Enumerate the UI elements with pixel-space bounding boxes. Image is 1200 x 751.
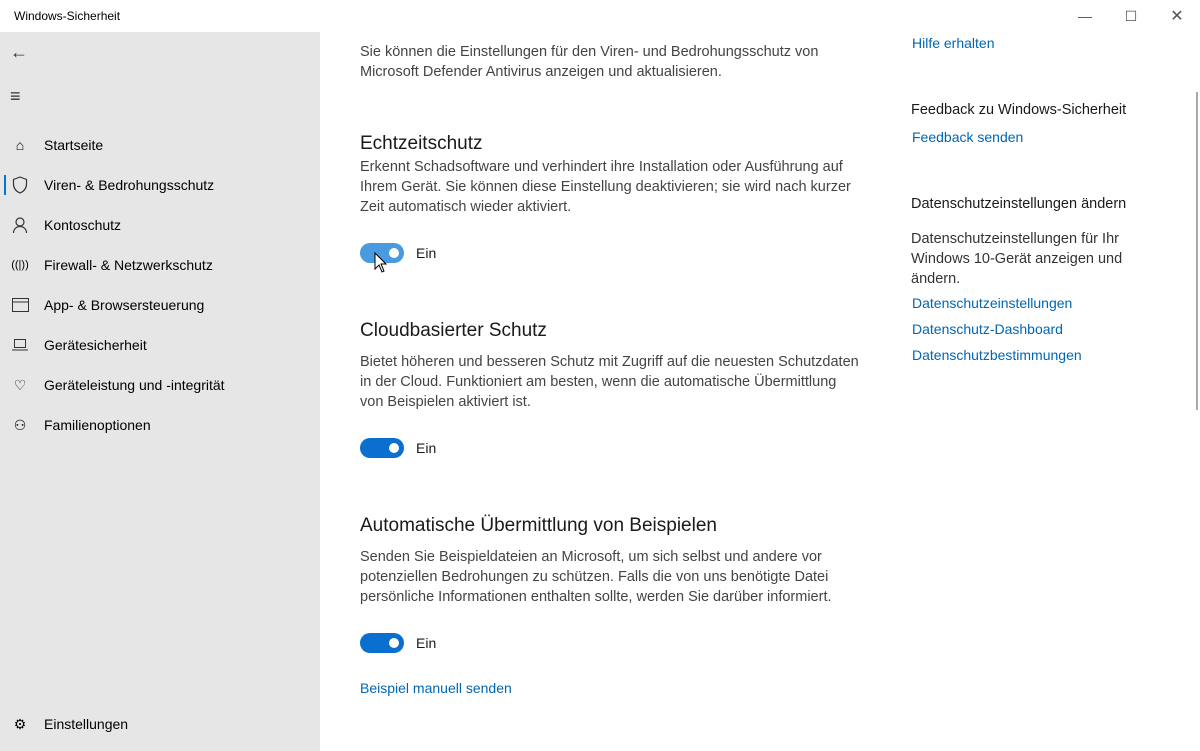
sidebar-item-device-security[interactable] [0, 325, 320, 365]
section-title: Echtzeitschutz [360, 133, 483, 154]
gear-icon: ⚙ [13, 715, 27, 732]
section-title: Automatische Übermittlung von Beispielen [360, 515, 717, 536]
sidebar-item-label: Geräteleistung und -integrität [44, 377, 225, 393]
scrollbar[interactable] [1196, 92, 1198, 410]
laptop-icon [0, 339, 44, 351]
sidebar-item-home[interactable] [0, 125, 320, 165]
privacy-settings-link[interactable]: Datenschutzeinstellungen [912, 295, 1073, 311]
privacy-heading: Datenschutzeinstellungen ändern [911, 196, 1127, 212]
sidebar-item-label: Firewall- & Netzwerkschutz [44, 257, 213, 273]
sidebar-item-label: Einstellungen [44, 716, 129, 732]
sample-submission-toggle[interactable] [360, 633, 436, 653]
window-title: Windows-Sicherheit [14, 9, 121, 23]
toggle-label: Ein [416, 635, 437, 651]
back-button[interactable]: ← [10, 42, 28, 62]
get-help-link[interactable]: Hilfe erhalten [912, 35, 995, 51]
heart-icon: ♡ [13, 376, 27, 393]
sidebar-item-label: Kontoschutz [44, 217, 122, 233]
realtime-protection-toggle[interactable] [360, 243, 436, 263]
sidebar-item-label: Gerätesicherheit [44, 337, 147, 353]
section-description: Senden Sie Beispieldateien an Microsoft, um sich selbst und andere vor potenziellen Bedrohungen zu schützen. Falls die von uns benötigte Datei persönliche Informationen enthalten sollte, werden Sie darüber informiert. [360, 549, 832, 605]
close-button[interactable]: ✕ [1170, 8, 1184, 25]
section-title: Cloudbasierter Schutz [360, 320, 547, 341]
sidebar-item-firewall[interactable] [0, 245, 320, 285]
toggle-label: Ein [416, 440, 437, 456]
toggle-label: Ein [416, 245, 437, 261]
cloud-protection-toggle[interactable] [360, 438, 436, 458]
sidebar-item-label: Familienoptionen [44, 417, 151, 433]
sidebar-item-account[interactable] [0, 205, 320, 245]
mouse-cursor-icon [374, 252, 388, 274]
sidebar-item-device-performance[interactable] [0, 365, 320, 405]
feedback-heading: Feedback zu Windows-Sicherheit [911, 102, 1127, 118]
shield-icon [0, 176, 44, 194]
title-bar [0, 0, 1200, 32]
section-description: Erkennt Schadsoftware und verhindert ihre Installation oder Ausführung auf Ihrem Gerät. Sie können diese Einstellung deaktivieren; sie wird nach kurzer Zeit automatisch wieder aktiviert. [360, 159, 851, 215]
sidebar-item-virus-protection[interactable] [0, 165, 320, 205]
privacy-description: Datenschutzeinstellungen für Ihr Windows 10-Gerät anzeigen und ändern. [911, 231, 1123, 287]
sidebar-item-label: Viren- & Bedrohungsschutz [44, 177, 215, 193]
sidebar-item-label: Startseite [44, 137, 104, 153]
privacy-statement-link[interactable]: Datenschutzbestimmungen [912, 347, 1082, 363]
sidebar-item-settings[interactable] [0, 704, 320, 744]
browser-window-icon [0, 298, 44, 312]
sidebar-item-app-browser[interactable] [0, 285, 320, 325]
sidebar-item-family[interactable] [0, 405, 320, 445]
hamburger-menu-button[interactable]: ≡ [10, 86, 21, 106]
maximize-button[interactable]: ☐ [1124, 7, 1138, 24]
privacy-dashboard-link[interactable]: Datenschutz-Dashboard [912, 321, 1063, 337]
section-description: Bietet höheren und besseren Schutz mit Zugriff auf die neuesten Schutzdaten in der Cloud. Funktioniert am besten, wenn die automatische Übermittlung von Beispielen aktiviert ist. [360, 354, 859, 410]
submit-sample-manually-link[interactable]: Beispiel manuell senden [360, 680, 512, 696]
person-icon [0, 216, 44, 234]
toggle-switch[interactable] [360, 438, 404, 458]
intro-text: Sie können die Einstellungen für den Viren- und Bedrohungsschutz von Microsoft Defender Antivirus anzeigen und aktualisieren. [360, 44, 819, 80]
antenna-icon: ((|)) [11, 259, 29, 271]
sidebar [0, 32, 320, 751]
family-icon: ⚇ [13, 416, 27, 433]
home-icon: ⌂ [15, 137, 25, 153]
send-feedback-link[interactable]: Feedback senden [912, 129, 1024, 145]
sidebar-item-label: App- & Browsersteuerung [44, 297, 205, 313]
minimize-button[interactable]: — [1078, 8, 1092, 24]
toggle-switch[interactable] [360, 633, 404, 653]
